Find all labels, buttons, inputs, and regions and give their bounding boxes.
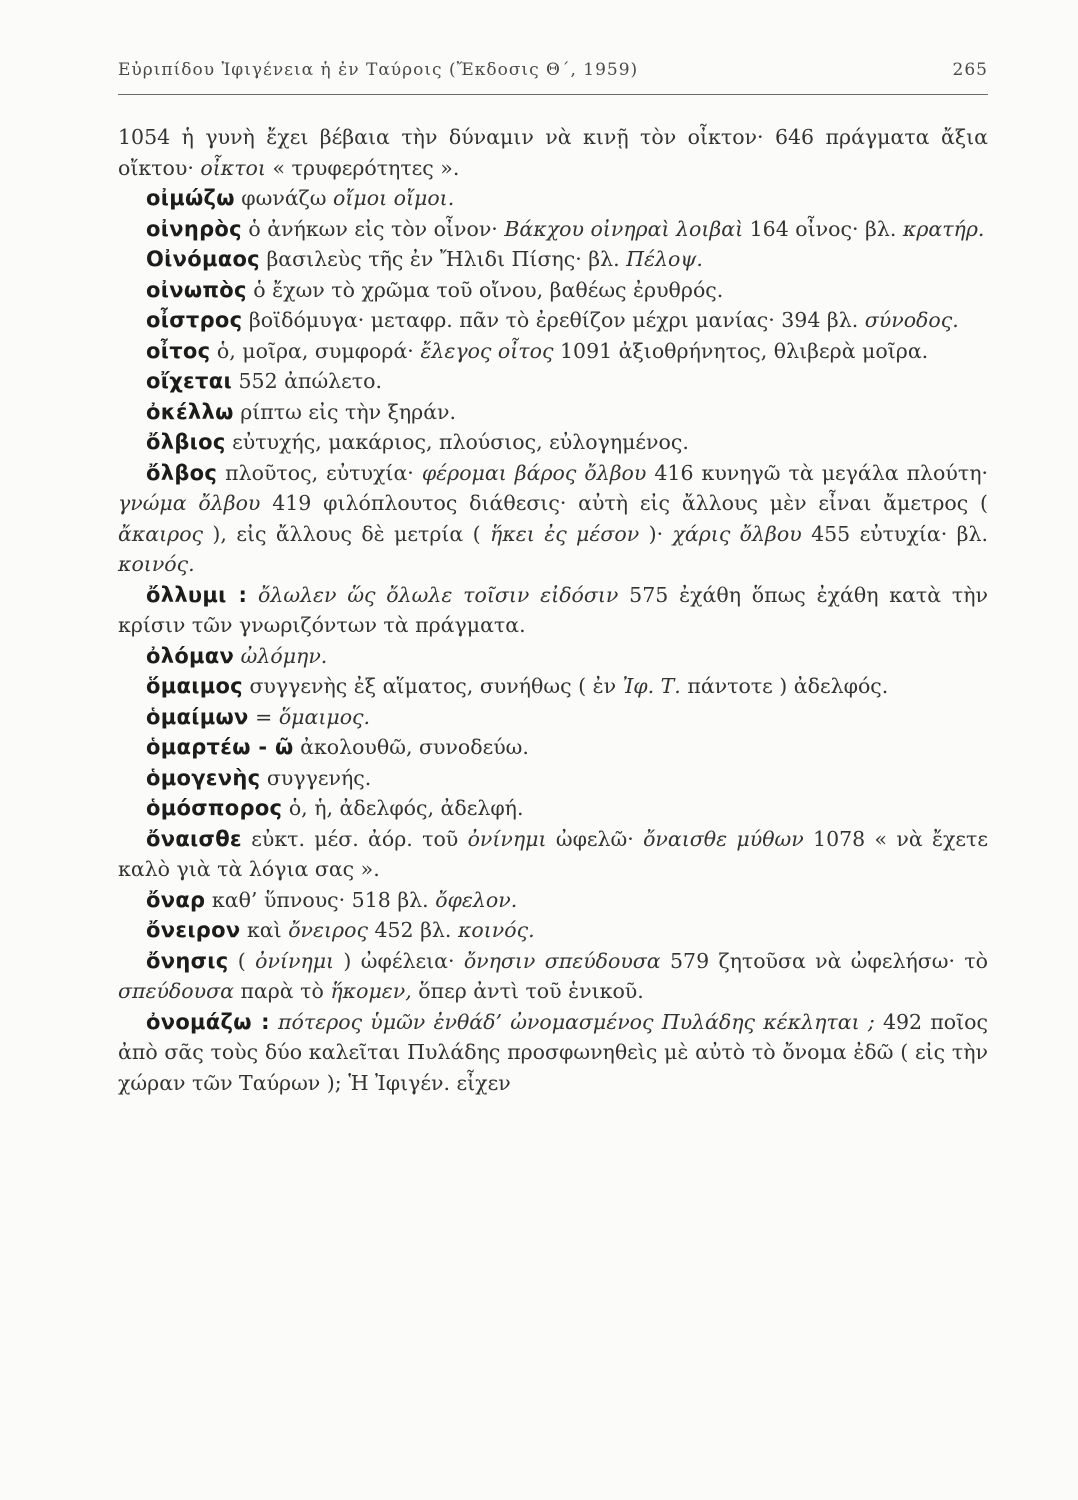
glossary-entry xyxy=(118,671,988,702)
entry-gloss: ὁ ἔχων τὸ χρῶμα τοῦ οἴνου, βαθέως ἐρυθρός. xyxy=(246,277,724,302)
entry-headword: οἴχεται xyxy=(146,369,232,393)
entry-gloss: 419 φιλόπλουτος διάθεσις· αὐτὴ εἰς ἄλλους μὲν εἶναι ἄμετρος ( xyxy=(260,491,988,515)
entry-headword: Οἰνόμαος xyxy=(146,247,260,271)
entry-gloss: 416 κυνηγῶ τὰ μεγάλα πλούτη· xyxy=(646,460,988,485)
entry-gloss: παρὰ τὸ xyxy=(233,979,331,1003)
entry-headword: ὄλλυμι : xyxy=(146,582,248,607)
entry-gloss: )· xyxy=(639,521,673,546)
entry-gloss: πλοῦτος, εὐτυχία· xyxy=(217,460,422,485)
entry-gloss: συγγενής. xyxy=(260,765,372,790)
entry-headword: ὅμαιμος xyxy=(146,674,243,698)
entry-citation: σπεύδουσα xyxy=(118,979,234,1003)
glossary-entry xyxy=(118,458,988,580)
entry-citation: ὄνειρος xyxy=(288,918,368,942)
entry-headword: ὄναρ xyxy=(146,887,206,912)
entry-gloss: εὐκτ. μέσ. ἀόρ. τοῦ xyxy=(241,826,468,851)
entry-headword: οἰνωπὸς xyxy=(146,277,247,302)
glossary-entry xyxy=(118,732,988,763)
entry-headword: ὁμαρτέω - ῶ xyxy=(146,735,294,759)
glossary-entry xyxy=(118,702,988,733)
entry-gloss: ἀκολουθῶ, συνοδεύω. xyxy=(293,735,529,759)
entry-gloss: ὠφελῶ· xyxy=(546,826,644,851)
entry-citation: ὄλωλεν ὥς ὄλωλε τοῖσιν εἰδόσιν xyxy=(258,582,619,607)
entry-gloss: καθ’ ὕπνους· 518 βλ. xyxy=(205,887,436,912)
entry-headword: ὁμόσπορος xyxy=(146,796,283,820)
entry-gloss: ὁ, ἡ, ἀδελφός, ἀδελφή. xyxy=(282,796,524,820)
entry-gloss: βασιλεὺς τῆς ἐν Ἤλιδι Πίσης· βλ. xyxy=(259,247,627,271)
entry-gloss: ρίπτω εἰς τὴν ξηράν. xyxy=(233,399,457,424)
glossary-entry xyxy=(118,122,988,183)
glossary-entry xyxy=(118,824,988,885)
glossary-entry xyxy=(118,275,988,306)
entry-headword: ὄλβιος xyxy=(146,430,226,454)
glossary-entry xyxy=(118,244,988,275)
entry-citation: ἥκομεν, xyxy=(330,979,412,1003)
glossary-entry xyxy=(118,793,988,824)
glossary-entry xyxy=(118,427,988,458)
entry-gloss: ὁ ἀνήκων εἰς τὸν οἶνον· xyxy=(241,216,505,241)
entry-citation: κοινός. xyxy=(118,552,195,576)
entry-citation: ὄφελον. xyxy=(435,887,518,912)
entry-gloss: 579 ζητοῦσα νὰ ὠφελήσω· τὸ xyxy=(660,948,989,973)
entry-citation: ὀνίνημι xyxy=(467,826,547,851)
entry-gloss: « τρυφερότητες ». xyxy=(265,155,460,180)
glossary-entry xyxy=(118,946,988,1007)
glossary-entry xyxy=(118,336,988,367)
glossary-entry xyxy=(118,580,988,641)
entry-citation: οἶκτοι xyxy=(200,155,266,180)
entry-headword: οἶτος xyxy=(146,338,211,363)
entry-citation: Ἰφ. Τ. xyxy=(622,674,681,698)
entry-headword: ὄνησις xyxy=(146,948,229,973)
entry-gloss: ), εἰς ἄλλους δὲ μετρία ( xyxy=(203,521,491,546)
entry-gloss: 575 ἐχάθη ὅπως ἐχάθη κατὰ τὴν κρίσιν τῶν γνωριζόντων τὰ πράγματα. xyxy=(118,582,988,637)
entry-gloss: ) ὠφέλεια· xyxy=(334,948,464,973)
header-rule xyxy=(118,94,988,95)
entry-citation: ἄκαιρος xyxy=(118,521,204,546)
entry-citation: πότερος ὑμῶν ἐνθάδ’ ὠνομασμένος Πυλάδης κέκληται ; xyxy=(278,1009,875,1034)
glossary-entry xyxy=(118,763,988,794)
glossary-entry xyxy=(118,1007,988,1099)
entry-gloss xyxy=(247,583,258,607)
entry-headword: ὄνειρον xyxy=(146,918,241,942)
entry-gloss: ( xyxy=(228,948,256,973)
glossary-entry xyxy=(118,915,988,946)
entry-gloss: 455 εὐτυχία· βλ. xyxy=(801,521,989,546)
entry-gloss: 1054 ἡ γυνὴ ἔχει βέβαια τὴν δύναμιν νὰ κινῇ τὸν οἶκτον· 646 πράγματα ἄξια οἴκτου· xyxy=(118,125,988,180)
entry-gloss: 552 ἀπώλετο. xyxy=(231,369,382,393)
entry-gloss: συγγενὴς ἐξ αἵματος, συνήθως ( ἐν xyxy=(242,674,623,698)
entry-citation: Πέλοψ. xyxy=(626,247,703,271)
entry-citation: ὄναισθε μύθων xyxy=(643,826,804,851)
glossary-entry xyxy=(118,214,988,245)
entry-citation: ὠλόμην. xyxy=(240,643,328,668)
glossary-entry xyxy=(118,183,988,214)
entry-gloss: εὐτυχής, μακάριος, πλούσιος, εὐλογημένος. xyxy=(225,430,689,454)
entry-gloss: 452 βλ. xyxy=(367,918,458,942)
entry-headword: οἶστρος xyxy=(146,308,243,332)
entry-gloss: ὅπερ ἀντὶ τοῦ ἑνικοῦ. xyxy=(411,979,644,1003)
entry-citation: ὄνησιν σπεύδουσα xyxy=(463,948,661,973)
running-header xyxy=(118,60,988,90)
entry-citation: ἔλεγος οἶτος xyxy=(420,338,554,363)
entry-citation: ὀνίνημι xyxy=(255,948,335,973)
glossary-entry xyxy=(118,641,988,672)
entry-headword: ὄλβος xyxy=(146,460,218,485)
page-number: 265 xyxy=(952,60,988,80)
entry-citation: σύνοδος. xyxy=(864,308,959,332)
entry-gloss: 1091 ἀξιοθρήνητος, θλιβερὰ μοῖρα. xyxy=(553,338,929,363)
entry-citation: χάρις ὄλβου xyxy=(672,521,802,546)
entry-citation: οἴμοι οἴμοι. xyxy=(333,186,455,210)
entry-headword: ὁμογενὴς xyxy=(146,765,261,790)
entry-gloss: βοϊδόμυγα· μεταφρ. πᾶν τὸ ἐρεθίζον μέχρι μανίας· 394 βλ. xyxy=(242,308,865,332)
glossary-body xyxy=(118,122,988,1098)
entry-citation: ἥκει ἐς μέσον xyxy=(490,521,640,546)
entry-headword: ὀκέλλω xyxy=(146,399,234,424)
entry-gloss: 1078 « νὰ ἔχετε καλὸ γιὰ τὰ λόγια σας ». xyxy=(118,826,989,881)
entry-gloss: πάντοτε ) ἀδελφός. xyxy=(680,674,889,698)
entry-citation: γνώμα ὄλβου xyxy=(118,491,261,515)
running-title: Εὐριπίδου Ἰφιγένεια ἡ ἐν Ταύροις (Ἔκδοσις Θ΄, 1959) xyxy=(118,60,639,80)
entry-gloss: καὶ xyxy=(240,918,289,942)
glossary-entry xyxy=(118,366,988,397)
entry-headword: οἰμώζω xyxy=(146,186,235,210)
entry-headword: ὄναισθε xyxy=(146,826,242,851)
entry-headword: ὁμαίμων xyxy=(146,704,249,729)
entry-headword: ὀλόμαν xyxy=(146,643,235,668)
glossary-entry xyxy=(118,305,988,336)
entry-citation: φέρομαι βάρος ὄλβου xyxy=(421,460,647,485)
entry-gloss: 492 ποῖος ἀπὸ σᾶς τοὺς δύο καλεῖται Πυλάδης προσφωνηθεὶς μὲ αὐτὸ τὸ ὄνομα ἐδῶ ( εἰς τὴν χώραν τῶν Ταύρων ); Ἡ Ἰφιγέν. εἶχεν xyxy=(118,1009,988,1095)
entry-gloss: = xyxy=(248,704,279,729)
entry-citation: κρατήρ. xyxy=(902,216,985,241)
entry-gloss xyxy=(270,1010,278,1034)
entry-citation: Βάκχου οἰνηραὶ λοιβαὶ xyxy=(504,216,744,241)
entry-headword: οἰνηρὸς xyxy=(146,216,242,241)
entry-citation: κοινός. xyxy=(457,918,535,942)
entry-citation: ὅμαιμος. xyxy=(278,704,371,729)
glossary-entry xyxy=(118,885,988,916)
entry-gloss: φωνάζω xyxy=(234,186,334,210)
entry-headword: ὀνομάζω : xyxy=(146,1009,270,1034)
entry-gloss: 164 οἶνος· βλ. xyxy=(743,216,903,241)
glossary-entry xyxy=(118,397,988,428)
entry-gloss: ὁ, μοῖρα, συμφορά· xyxy=(210,338,421,363)
